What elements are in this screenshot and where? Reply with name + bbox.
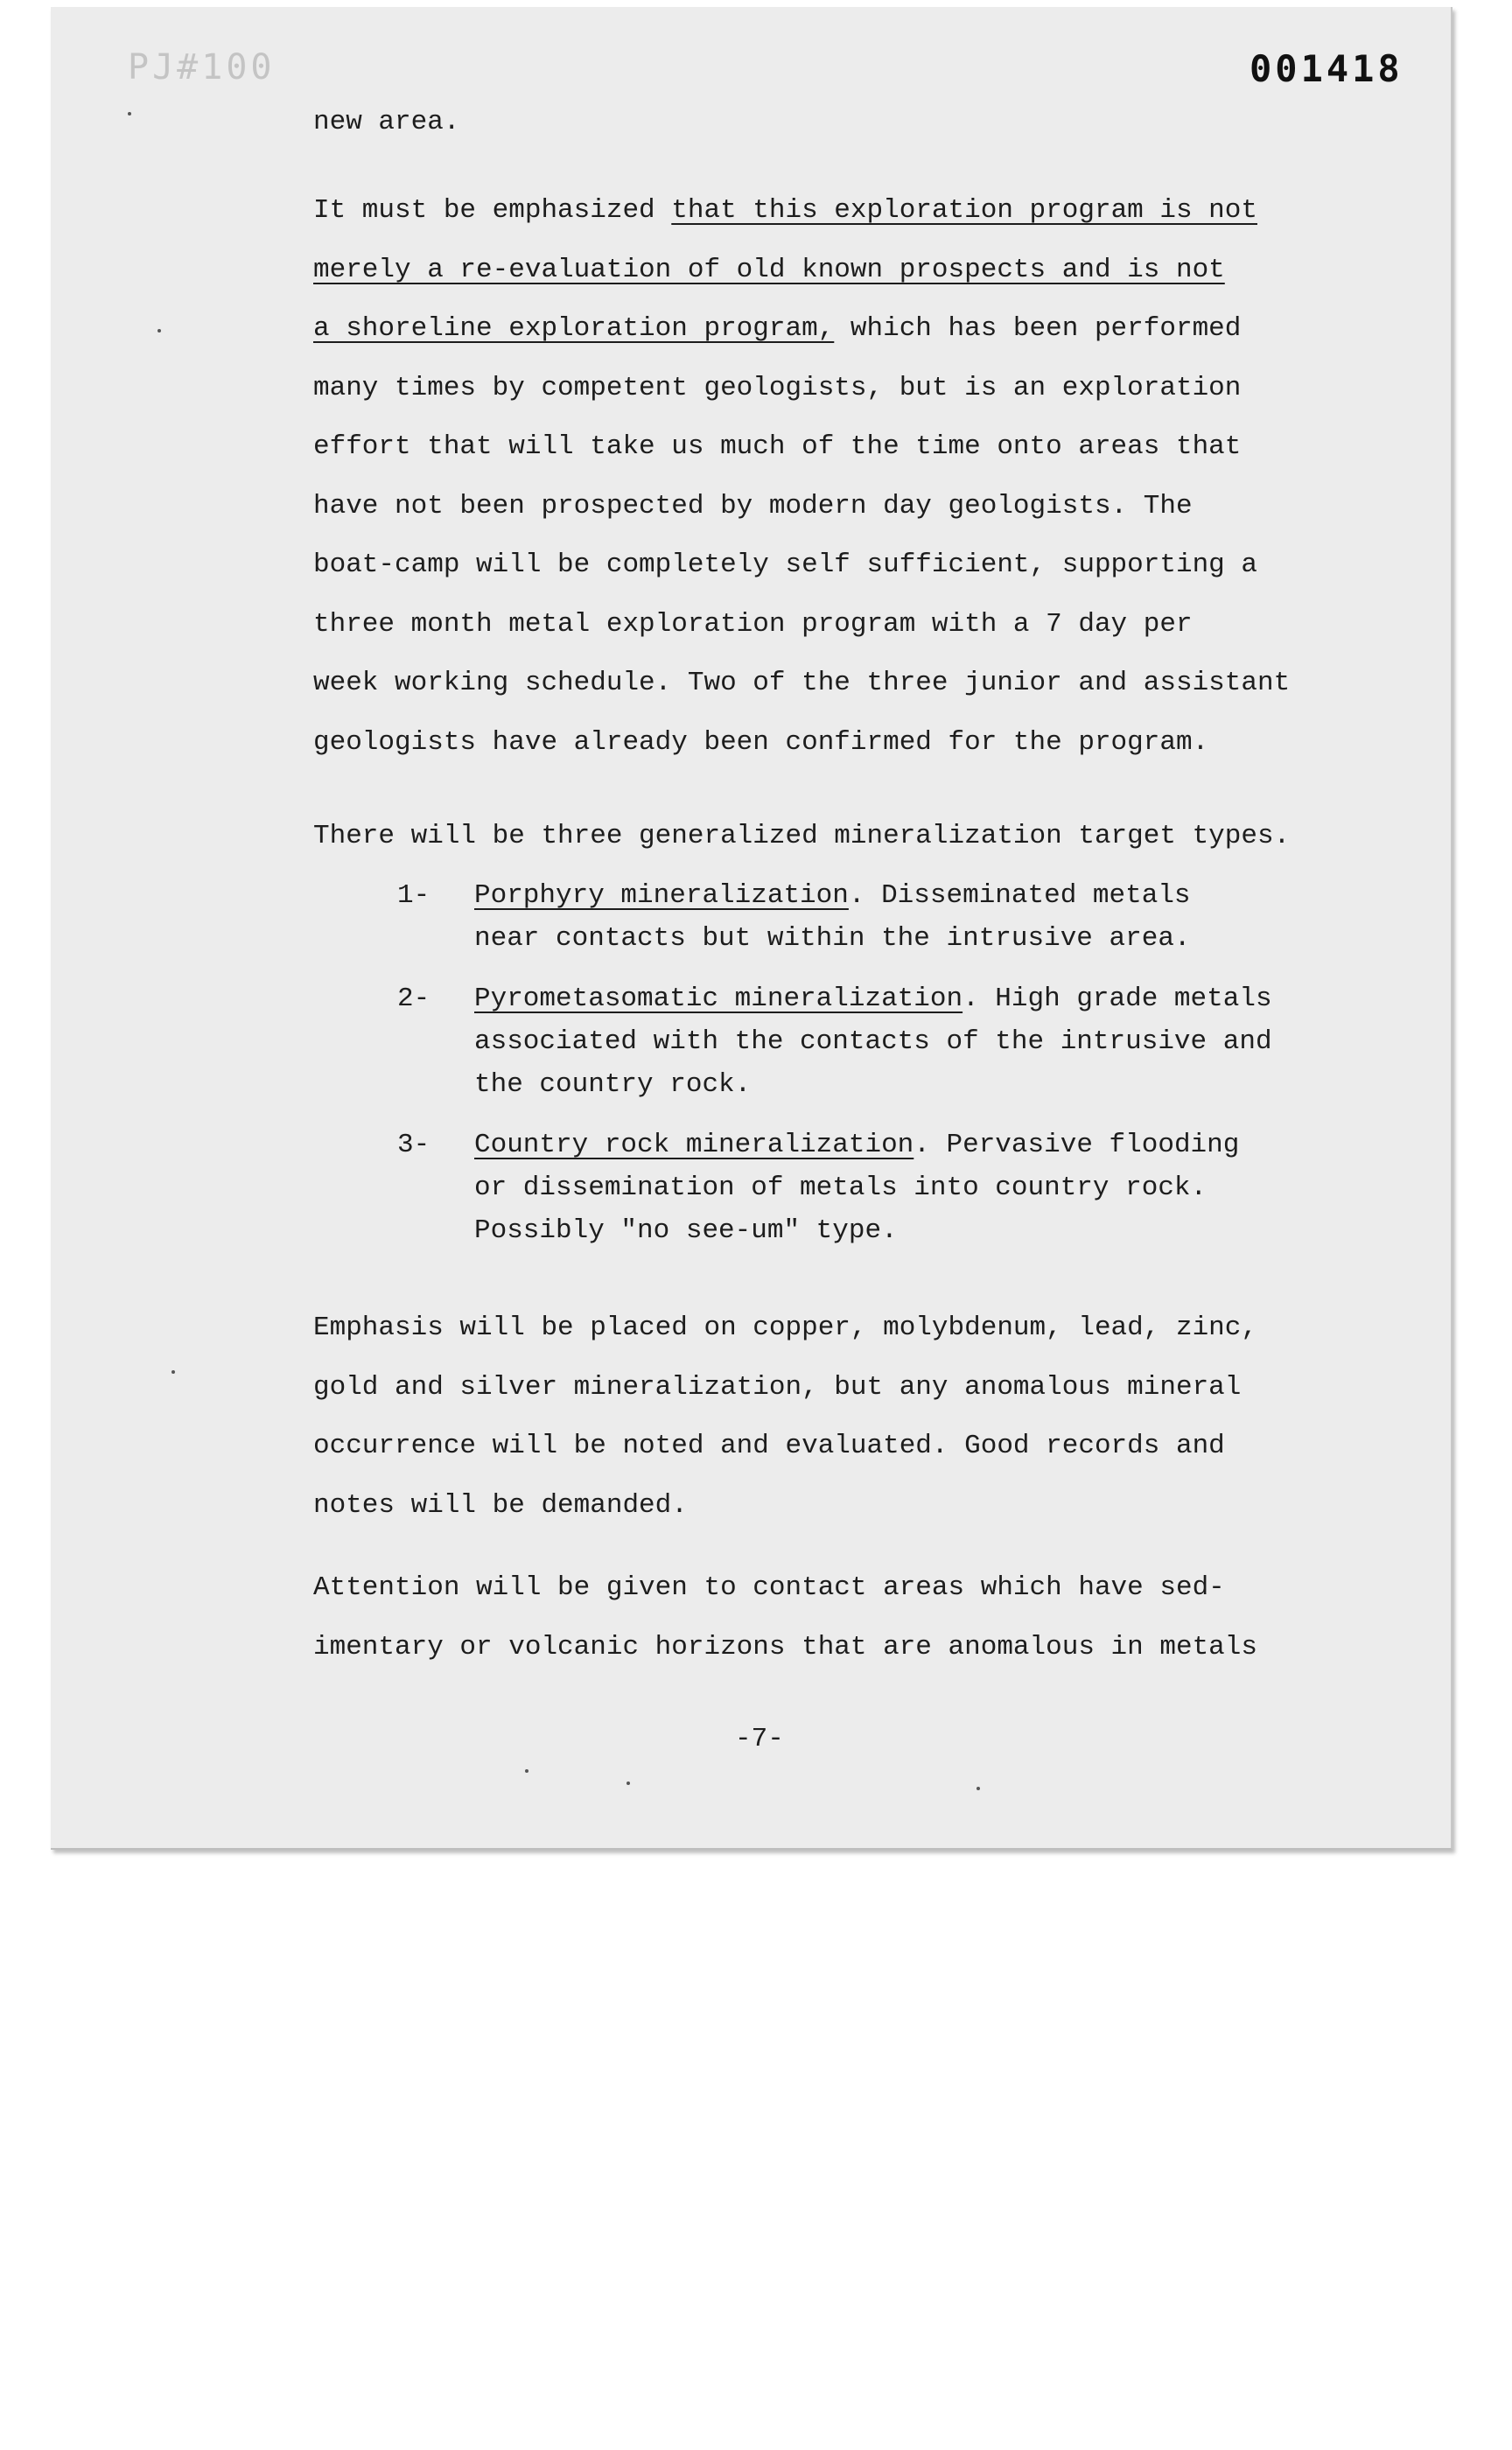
paragraph-line: geologists have already been confirmed for the program. (313, 726, 1209, 758)
paragraph-line: a shoreline exploration program, which has been performed (313, 313, 1242, 344)
scan-speck (525, 1769, 528, 1773)
document-number: 001418 (1250, 47, 1404, 90)
paragraph-line: boat-camp will be completely self sufficient, supporting a (313, 550, 1257, 580)
paragraph-line: three month metal exploration program with a 7 day per (313, 608, 1193, 640)
paragraph-emphasis (313, 1298, 1433, 1535)
continuation-line: new area. (313, 107, 460, 137)
underlined-phrase: that this exploration program is not (671, 195, 1257, 226)
scan-speck (172, 1370, 175, 1374)
scan-speck (976, 1787, 980, 1790)
underlined-phrase: a shoreline exploration program, (313, 313, 835, 344)
underlined-phrase: merely a re-evaluation of old known prospects and is not (313, 254, 1225, 285)
page-number: -7- (735, 1724, 784, 1754)
paragraph-line: Attention will be given to contact areas which have sed- (313, 1572, 1225, 1603)
paragraph-line: imentary or volcanic horizons that are anomalous in metals (313, 1631, 1257, 1662)
paragraph-line: many times by competent geologists, but is an exploration (313, 372, 1242, 403)
list-item: 1- Porphyry mineralization. Disseminated metals near contacts but within the intrusive area. (397, 874, 1447, 960)
paragraph-attention (313, 1558, 1433, 1676)
paragraph-line: effort that will take us much of the time onto areas that (313, 431, 1242, 462)
list-number: 3- (397, 1130, 430, 1160)
paragraph-line: gold and silver mineralization, but any anomalous mineral (313, 1371, 1242, 1403)
target-title: Porphyry mineralization (474, 880, 849, 911)
paragraph-line (313, 241, 1433, 300)
paragraph-line: notes will be demanded. (313, 1489, 688, 1521)
paragraph-target-types: There will be three generalized mineralization target types. (313, 821, 1291, 851)
list-number: 1- (397, 880, 430, 911)
target-types-list (397, 874, 1447, 1270)
list-item: 3- Country rock mineralization. Pervasive flooding or dissemination of metals into country rock. Possibly "no see-um" type. (397, 1124, 1447, 1252)
paragraph-line: It must be emphasized that this exploration program is not (313, 195, 1257, 226)
list-item: 2- Pyrometasomatic mineralization. High grade metals associated with the contacts of the intrusive and the country rock. (397, 977, 1447, 1106)
list-number: 2- (397, 984, 430, 1014)
scan-speck (158, 329, 161, 332)
target-title: Country rock mineralization (474, 1130, 914, 1160)
scan-speck (128, 112, 131, 116)
paragraph-line: have not been prospected by modern day geologists. The (313, 490, 1193, 522)
faint-stamp: PJ#100 (128, 47, 276, 88)
target-title: Pyrometasomatic mineralization (474, 984, 963, 1014)
scan-speck (626, 1782, 630, 1785)
paragraph-line: occurrence will be noted and evaluated. Good records and (313, 1431, 1225, 1461)
paragraph-line: week working schedule. Two of the three junior and assistant (313, 668, 1291, 698)
paragraph-line: Emphasis will be placed on copper, molybdenum, lead, zinc, (313, 1312, 1257, 1343)
paragraph-exploration-program (313, 181, 1433, 772)
